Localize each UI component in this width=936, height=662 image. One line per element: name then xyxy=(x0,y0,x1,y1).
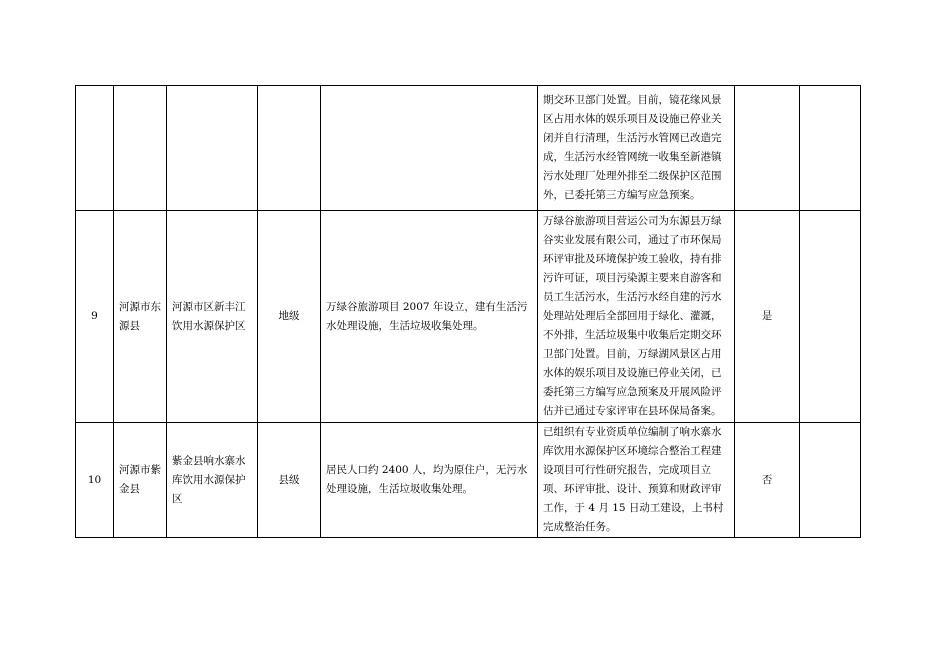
rectification-table xyxy=(75,85,861,538)
rectification-measures: 万绿谷旅游项目营运公司为东源县万绿谷实业发展有限公司，通过了市环保局环评审批及环境保护竣工验收，持有排污许可证，项目污染源主要来自游客和员工生活污水，生活污水经自建的污水处理站处理后全部回用于绿化、灌溉，不外排，生活垃圾集中收集后定期交环卫部门处置。目前，万绿湖风景区占用水体的娱乐项目及设施已停业关闭，已委托第三方编写应急预案及开展风险评估并已通过专家评审在县环保局备案。 xyxy=(538,211,735,423)
row-number: 9 xyxy=(76,211,114,423)
issue-description xyxy=(321,86,538,211)
rectified-status: 是 xyxy=(735,211,800,423)
remarks xyxy=(800,211,861,423)
protection-area: 河源市区新丰江饮用水源保护区 xyxy=(167,211,258,423)
city-county xyxy=(114,86,167,211)
rectification-measures: 期交环卫部门处置。目前，镜花缘风景区占用水体的娱乐项目及设施已停业关闭并自行清理，生活污水管网已改造完成，生活污水经管网统一收集至新港镇污水处理厂处理外排至二级保护区范围外，已委托第三方编写应急预案。 xyxy=(538,86,735,211)
issue-description: 居民人口约 2400 人，均为原住户，无污水处理设施，生活垃圾收集处理。 xyxy=(321,423,538,538)
protection-area xyxy=(167,86,258,211)
rectification-measures: 已组织有专业资质单位编制了响水寨水库饮用水源保护区环境综合整治工程建设项目可行性研究报告，完成项目立项、环评审批、设计、预算和财政评审工作，于 4 月 15 日动工建设，上书村完成整治任务。 xyxy=(538,423,735,538)
protection-level: 县级 xyxy=(258,423,321,538)
row-number xyxy=(76,86,114,211)
row-number: 10 xyxy=(76,423,114,538)
city-county: 河源市紫金县 xyxy=(114,423,167,538)
protection-area: 紫金县响水寨水库饮用水源保护区 xyxy=(167,423,258,538)
table-row xyxy=(76,423,861,538)
protection-level: 地级 xyxy=(258,211,321,423)
rectified-status: 否 xyxy=(735,423,800,538)
remarks xyxy=(800,86,861,211)
rectified-status xyxy=(735,86,800,211)
protection-level xyxy=(258,86,321,211)
remarks xyxy=(800,423,861,538)
table-row xyxy=(76,211,861,423)
city-county: 河源市东源县 xyxy=(114,211,167,423)
issue-description: 万绿谷旅游项目 2007 年设立，建有生活污水处理设施，生活垃圾收集处理。 xyxy=(321,211,538,423)
table-row xyxy=(76,86,861,211)
